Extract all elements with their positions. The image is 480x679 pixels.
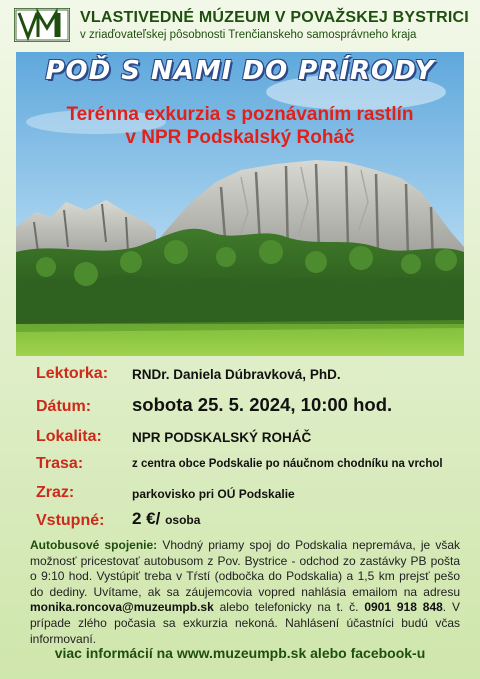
landscape-illustration: [16, 52, 464, 356]
date-time-value: [132, 394, 392, 416]
date-value: sobota 25. 5. 2024: [132, 394, 291, 415]
location-value: NPR PODSKALSKÝ ROHÁČ: [132, 430, 312, 445]
org-subtitle: v zriaďovateľskej pôsobnosti Trenčianskeho samosprávneho kraja: [80, 29, 417, 41]
fee-value-group: [132, 509, 200, 529]
fee-value: 2 €/: [132, 509, 161, 528]
date-label: Dátum:: [36, 398, 92, 415]
transport-label: Autobusové spojenie:: [30, 538, 158, 552]
lecturer-value: RNDr. Daniela Dúbravková, PhD.: [132, 367, 341, 382]
transport-text-1: Vhodný priamy spoj do Podskalia nepremáva, je však možnosť pricestovať autobusom z Pov. Bystrice - odchod zo zastávky PB pošta o 9:10 hod. Vystúpiť treba v Tŕstí (odbočka do Podskalia) a 1,5 km prejsť pešo do dediny. Uvítame, ak sa záujemcovia vopred nahlásia emailom na adresu: [30, 538, 461, 599]
transport-text-2: alebo telefonicky na t. č.: [213, 600, 365, 615]
footer-info: viac informácií na www.muzeumpb.sk alebo facebook-u: [54, 645, 426, 661]
fee-unit: osoba: [165, 513, 201, 527]
meeting-label: Zraz:: [36, 484, 75, 501]
event-title-line2: v NPR Podskalský Roháč: [125, 127, 355, 148]
contact-phone: 0901 918 848: [364, 600, 443, 615]
transport-text-3: . V prípade zlého počasia sa exkurzia nekoná. Nahlásení účastníci budú včas informovaní.: [30, 600, 460, 646]
event-title-line1: Terénna exkurzia s poznávaním rastlín: [66, 104, 414, 125]
museum-logo-icon: [14, 8, 70, 42]
meeting-value: parkovisko pri OÚ Podskalie: [132, 487, 295, 501]
route-label: Trasa:: [36, 455, 84, 472]
lecturer-label: Lektorka:: [36, 365, 109, 382]
org-title: VLASTIVEDNÉ MÚZEUM V POVAŽSKEJ BYSTRICI: [80, 9, 469, 26]
slogan: POĎ S NAMI DO PRÍRODY: [45, 56, 435, 86]
route-value: z centra obce Podskalie po náučnom chodníku na vrchol: [132, 458, 443, 470]
museum-logo: [14, 8, 70, 42]
time-value: 10:00 hod.: [300, 394, 393, 415]
contact-email: monika.roncova@muzeumpb.sk: [30, 600, 214, 615]
location-label: Lokalita:: [36, 428, 102, 445]
landscape-photo: [16, 52, 464, 356]
fee-label: Vstupné:: [36, 512, 105, 529]
header: [0, 0, 480, 52]
transport-info: [30, 538, 460, 647]
date-separator: ,: [290, 394, 296, 415]
